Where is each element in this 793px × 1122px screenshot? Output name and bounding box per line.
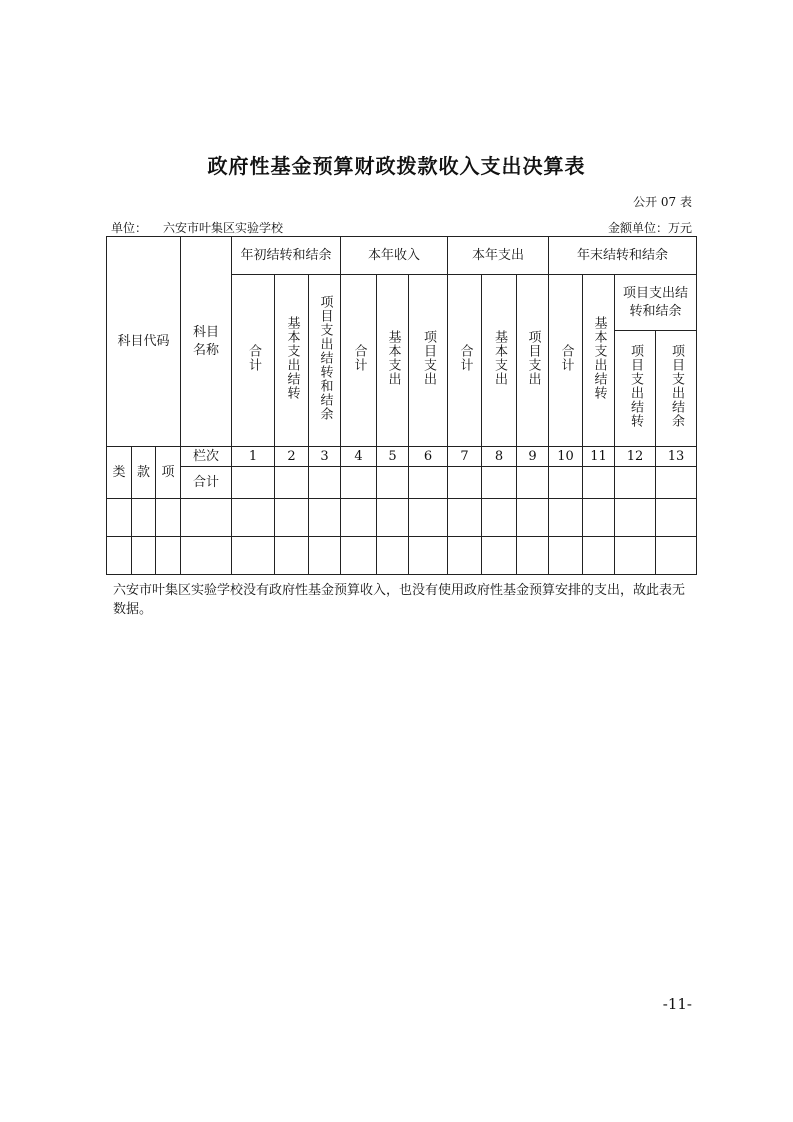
header-end-total: 合计 [549,275,583,447]
column-number: 7 [448,447,482,467]
header-expense: 本年支出 [448,237,549,275]
header-begin-balance: 年初结转和结余 [232,237,341,275]
column-number: 6 [409,447,448,467]
header-end-balance: 年末结转和结余 [549,237,697,275]
column-number: 8 [482,447,517,467]
column-number: 10 [549,447,583,467]
header-end-project-surplus: 项目支出结余 [656,331,697,447]
header-begin-project: 项目支出结转和结余 [309,275,341,447]
column-number: 12 [615,447,656,467]
header-subject-name: 科目名称 [181,237,232,447]
column-number: 13 [656,447,697,467]
table-row [107,499,697,537]
column-number: 5 [377,447,409,467]
header-end-project: 项目支出结转和结余 [615,275,697,331]
form-number: 公开 07 表 [633,195,692,209]
header-expense-total: 合计 [448,275,482,447]
header-begin-basic: 基本支出结转 [275,275,309,447]
column-number: 4 [341,447,377,467]
header-expense-basic: 基本支出 [482,275,517,447]
code-xiang: 项 [156,447,181,499]
table-row [107,537,697,575]
header-income: 本年收入 [341,237,448,275]
column-number: 1 [232,447,275,467]
page-title: 政府性基金预算财政拨款收入支出决算表 [207,154,586,178]
column-number: 3 [309,447,341,467]
column-number-row [107,447,697,467]
header-subject-code: 科目代码 [107,237,181,447]
unit-name: 六安市叶集区实验学校 [163,221,284,235]
note-text: 六安市叶集区实验学校没有政府性基金预算收入，也没有使用政府性基金预算安排的支出，故此表无数据。 [113,583,686,617]
amount-unit: 金额单位：万元 [607,221,692,235]
page-number: -11- [662,995,692,1013]
header-end-project-carry: 项目支出结转 [615,331,656,447]
header-income-total: 合计 [341,275,377,447]
code-kuan: 款 [132,447,156,499]
column-number: 2 [275,447,309,467]
budget-table [106,236,697,575]
unit-label: 单位： [111,221,148,235]
column-number: 9 [517,447,549,467]
column-number: 11 [583,447,615,467]
header-expense-project: 项目支出 [517,275,549,447]
code-lei: 类 [107,447,132,499]
total-row-label: 合计 [181,467,232,499]
header-income-project: 项目支出 [409,275,448,447]
header-income-basic: 基本支出 [377,275,409,447]
column-row-label: 栏次 [181,447,232,467]
total-row [107,467,697,499]
header-end-basic: 基本支出结转 [583,275,615,447]
header-begin-total: 合计 [232,275,275,447]
